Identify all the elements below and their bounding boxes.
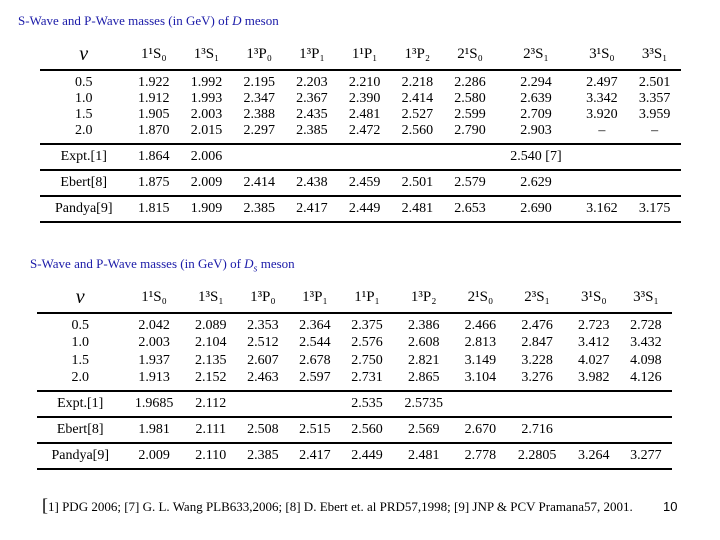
table-cell: 1.0 <box>74 91 93 106</box>
footnote-text: 1] PDG 2006; [7] G. L. Wang PLB633,2006; [8] D. Ebert et. al PRD57,1998; [9] JNP & PCV Pramana57, 2001. <box>48 499 633 514</box>
table-cell <box>233 144 286 170</box>
table-cell: 2.731 <box>341 370 393 391</box>
table-cell: 2.438 <box>286 170 339 196</box>
table-cell: 1.870 <box>127 123 180 144</box>
table-cell: 2.508 <box>237 417 289 443</box>
table-cell: 2.716 <box>506 417 567 443</box>
table-cell: 2.821 <box>407 353 440 368</box>
table-row <box>37 370 672 391</box>
table-cell: 2.009 <box>123 443 184 469</box>
table-cell: 2.466 <box>464 318 497 333</box>
table-cell: 1.909 <box>180 196 233 222</box>
ds-meson-mass-table <box>37 283 672 470</box>
references-footnote <box>42 496 652 516</box>
table-cell <box>628 144 681 170</box>
column-header: 3¹S₀ <box>576 40 629 70</box>
table-cell: 2.0 <box>40 123 127 144</box>
table-row <box>40 70 681 91</box>
column-header: 1³S₁ <box>185 283 237 313</box>
table-cell: 2.527 <box>401 107 434 122</box>
table-cell: 2.515 <box>289 417 341 443</box>
table-cell <box>620 391 672 417</box>
table-cell: 2.608 <box>407 335 440 350</box>
table-cell: 3.175 <box>628 196 681 222</box>
table-cell: 2.210 <box>348 75 381 90</box>
table-cell: 2.690 <box>496 196 575 222</box>
column-header: 3³S₁ <box>628 40 681 70</box>
table-cell: 2.670 <box>454 417 506 443</box>
caption-particle: $D_s$ <box>244 256 258 275</box>
table-cell: 2.414 <box>401 91 434 106</box>
column-header: 1¹P₁ <box>338 40 391 70</box>
table-cell <box>568 417 620 443</box>
table-cell: 1.864 <box>127 144 180 170</box>
table2-caption <box>30 256 295 275</box>
table-cell: 2.481 <box>348 107 381 122</box>
table-cell <box>454 391 506 417</box>
table-cell: 2.472 <box>338 123 391 144</box>
table-cell: 1.913 <box>123 370 184 391</box>
caption-suffix: meson <box>241 13 279 28</box>
table-cell: 2.576 <box>351 335 383 350</box>
table-cell: 4.027 <box>578 353 610 368</box>
column-header: 3³S₁ <box>620 283 672 313</box>
table-cell: 0.5 <box>71 318 89 333</box>
table-cell: 2.152 <box>185 370 237 391</box>
table-cell: 2.544 <box>299 335 331 350</box>
table-cell: 2.203 <box>296 75 328 90</box>
table-cell: 2.042 <box>138 318 170 333</box>
table-cell: 2.2805 <box>506 443 567 469</box>
table-cell: 2.597 <box>289 370 341 391</box>
table-cell: 0.5 <box>74 75 93 90</box>
table-cell: 1.993 <box>190 91 223 106</box>
reference-label: Ebert[8] <box>37 417 123 443</box>
table-cell: 2.728 <box>630 318 662 333</box>
table-cell: 2.286 <box>454 75 486 90</box>
column-header: 1³S₁ <box>180 40 233 70</box>
column-header: 1³P₁ <box>289 283 341 313</box>
table-cell: 2.297 <box>233 123 286 144</box>
column-header: 1¹P₁ <box>341 283 393 313</box>
table-cell: 2.367 <box>296 91 328 106</box>
table-cell: 2.865 <box>393 370 454 391</box>
reference-row <box>37 417 672 443</box>
table-cell: 2.385 <box>237 443 289 469</box>
page-number: 10 <box>663 499 678 514</box>
reference-label: Pandya[9] <box>40 196 127 222</box>
reference-label: Ebert[8] <box>40 170 127 196</box>
table-cell: 1.5 <box>74 107 93 122</box>
caption-suffix: meson <box>257 256 295 271</box>
table-cell: 3.104 <box>454 370 506 391</box>
table-cell: 1.912 <box>138 91 170 106</box>
d-meson-mass-table <box>40 40 681 223</box>
table-cell: 3.276 <box>506 370 567 391</box>
table-cell: 2.599 <box>454 107 486 122</box>
column-header-nu: ν <box>40 40 127 70</box>
table-cell: 2.294 <box>520 75 552 90</box>
table-cell: 2.678 <box>299 353 331 368</box>
table-cell: 2.579 <box>444 170 497 196</box>
table-cell: 2.540 [7] <box>496 144 575 170</box>
table-cell: 1.937 <box>138 353 170 368</box>
column-header: 1³P₁ <box>286 40 339 70</box>
table-cell: 2.459 <box>338 170 391 196</box>
table-row <box>40 123 681 144</box>
table-cell: 2.089 <box>195 318 227 333</box>
table-cell: 2.723 <box>578 318 610 333</box>
column-header: 1³P₂ <box>391 40 444 70</box>
table-cell: 2.104 <box>195 335 227 350</box>
table-cell: 2.435 <box>296 107 328 122</box>
footnote-bracket: [ <box>42 495 48 515</box>
caption-particle: D <box>232 13 242 28</box>
table-cell: 2.709 <box>520 107 552 122</box>
table-cell: 1.905 <box>138 107 170 122</box>
table-cell: 2.385 <box>233 196 286 222</box>
table-cell: 2.463 <box>237 370 289 391</box>
table1-caption <box>18 13 279 29</box>
table-cell: 2.639 <box>520 91 552 106</box>
table-cell <box>286 144 339 170</box>
table-cell: 2.476 <box>521 318 553 333</box>
table-cell: 3.149 <box>464 353 497 368</box>
table-cell: 3.982 <box>568 370 620 391</box>
table-cell <box>506 391 567 417</box>
table-cell: 2.580 <box>454 91 486 106</box>
table-cell <box>576 170 629 196</box>
reference-label: Expt.[1] <box>37 391 123 417</box>
table-cell: – <box>576 123 629 144</box>
table-cell <box>576 144 629 170</box>
table-cell: 3.920 <box>586 107 618 122</box>
table-cell: 2.903 <box>496 123 575 144</box>
table-cell: 1.981 <box>123 417 184 443</box>
column-header-nu: ν <box>37 283 123 313</box>
table-cell: 3.228 <box>521 353 553 368</box>
table-cell: 2.388 <box>243 107 275 122</box>
table-cell: 2.414 <box>233 170 286 196</box>
reference-row <box>37 443 672 469</box>
table-cell: 3.412 <box>578 335 610 350</box>
column-header: 1¹S₀ <box>127 40 180 70</box>
table-cell: 2.111 <box>185 417 237 443</box>
column-header: 1³P₂ <box>393 283 454 313</box>
table-cell <box>628 170 681 196</box>
table-cell: 3.342 <box>586 91 618 106</box>
column-header: 2¹S₀ <box>454 283 506 313</box>
table-cell: 2.790 <box>444 123 497 144</box>
table-cell: 2.501 <box>638 75 671 90</box>
header-row <box>37 283 672 313</box>
column-header: 1¹S₀ <box>123 283 184 313</box>
table-cell: 2.5735 <box>393 391 454 417</box>
table-cell: 2.385 <box>286 123 339 144</box>
table-cell: 2.569 <box>393 417 454 443</box>
table-row <box>37 313 672 334</box>
table-cell: 2.535 <box>341 391 393 417</box>
table-cell <box>289 391 341 417</box>
table-cell: 1.922 <box>138 75 170 90</box>
table-cell: 2.218 <box>401 75 434 90</box>
table-row <box>40 107 681 123</box>
table-cell: 2.750 <box>351 353 383 368</box>
table-cell: 2.0 <box>37 370 123 391</box>
table-cell: 2.110 <box>185 443 237 469</box>
table-cell: 1.9685 <box>123 391 184 417</box>
table-cell <box>620 417 672 443</box>
reference-row <box>40 144 681 170</box>
table-cell: 2.813 <box>464 335 497 350</box>
caption-text: S-Wave and P-Wave masses (in GeV) of <box>30 256 245 271</box>
table-cell: 1.815 <box>127 196 180 222</box>
table-cell: 2.112 <box>185 391 237 417</box>
table-cell: 3.432 <box>630 335 662 350</box>
table-cell: 3.357 <box>638 91 671 106</box>
reference-label: Expt.[1] <box>40 144 127 170</box>
reference-row <box>40 196 681 222</box>
table-cell: 3.162 <box>576 196 629 222</box>
table-row <box>40 91 681 107</box>
header-row <box>40 40 681 70</box>
table-cell: 2.778 <box>454 443 506 469</box>
table-cell: 4.098 <box>630 353 662 368</box>
table-cell <box>568 391 620 417</box>
table-cell: 2.607 <box>247 353 279 368</box>
table-cell: 2.195 <box>243 75 275 90</box>
table-cell: – <box>628 123 681 144</box>
table-row <box>37 334 672 352</box>
reference-label: Pandya[9] <box>37 443 123 469</box>
column-header: 2¹S₀ <box>444 40 497 70</box>
table-cell: 2.497 <box>586 75 618 90</box>
table-cell <box>391 144 444 170</box>
table-cell: 1.992 <box>190 75 223 90</box>
table-cell: 3.277 <box>620 443 672 469</box>
reference-row <box>40 170 681 196</box>
table-cell: 2.560 <box>391 123 444 144</box>
table-cell: 2.386 <box>407 318 440 333</box>
table-cell: 2.449 <box>338 196 391 222</box>
table-cell: 1.875 <box>127 170 180 196</box>
table-cell: 2.449 <box>341 443 393 469</box>
table-cell: 2.417 <box>289 443 341 469</box>
table-cell: 2.481 <box>391 196 444 222</box>
caption-text: S-Wave and P-Wave masses (in GeV) of <box>18 13 233 28</box>
table-cell: 2.015 <box>180 123 233 144</box>
table-cell: 2.847 <box>521 335 553 350</box>
column-header: 2³S₁ <box>506 283 567 313</box>
table-cell: 2.009 <box>180 170 233 196</box>
table-cell: 2.481 <box>393 443 454 469</box>
table-cell: 2.003 <box>138 335 170 350</box>
table-cell: 1.0 <box>71 335 89 350</box>
column-header: 1³P₀ <box>233 40 286 70</box>
table-cell: 1.5 <box>71 353 89 368</box>
table-cell: 2.003 <box>190 107 223 122</box>
table-cell: 2.347 <box>243 91 275 106</box>
table-row <box>37 352 672 370</box>
table-cell: 2.135 <box>195 353 227 368</box>
table-cell: 3.264 <box>568 443 620 469</box>
table-cell <box>444 144 497 170</box>
column-header: 1³P₀ <box>237 283 289 313</box>
table-cell <box>237 391 289 417</box>
reference-row <box>37 391 672 417</box>
table-cell: 2.390 <box>348 91 381 106</box>
table-cell: 2.353 <box>247 318 279 333</box>
table-cell: 2.364 <box>299 318 331 333</box>
table-cell: 2.417 <box>286 196 339 222</box>
table-cell <box>338 144 391 170</box>
column-header: 3¹S₀ <box>568 283 620 313</box>
column-header: 2³S₁ <box>496 40 575 70</box>
table-cell: 2.501 <box>391 170 444 196</box>
table-cell: 2.653 <box>444 196 497 222</box>
table-cell: 2.375 <box>351 318 383 333</box>
table-cell: 4.126 <box>620 370 672 391</box>
table-cell: 2.006 <box>180 144 233 170</box>
table-cell: 2.629 <box>496 170 575 196</box>
table-cell: 2.560 <box>341 417 393 443</box>
table-cell: 3.959 <box>638 107 671 122</box>
table-cell: 2.512 <box>247 335 279 350</box>
